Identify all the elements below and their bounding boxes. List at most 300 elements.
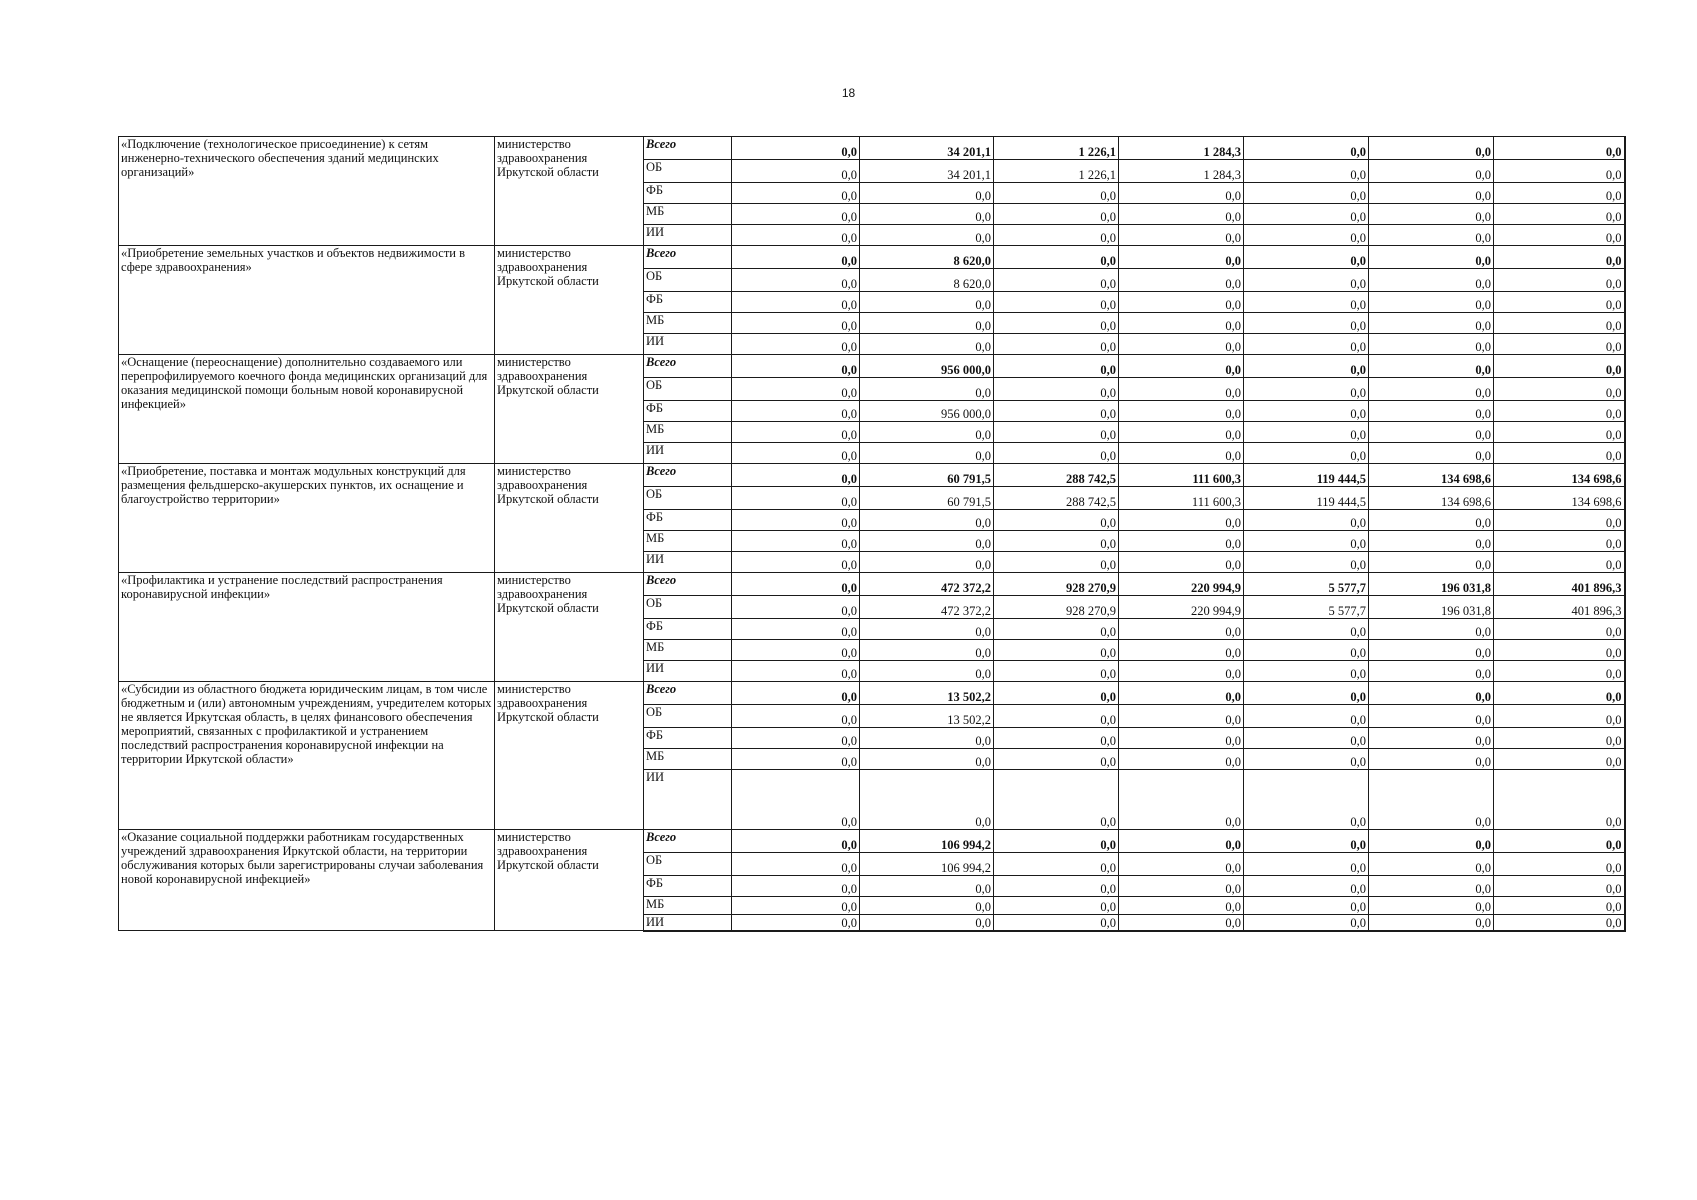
amount-cell: 0,0	[732, 334, 860, 355]
amount-cell: 0,0	[732, 830, 860, 853]
amount-cell: 5 577,7	[1244, 573, 1369, 596]
page-number: 18	[841, 86, 856, 100]
amount-cell: 0,0	[1494, 770, 1625, 830]
amount-cell: 0,0	[1244, 552, 1369, 573]
amount-cell: 0,0	[1494, 204, 1625, 225]
amount-cell: 0,0	[1244, 682, 1369, 705]
amount-cell: 0,0	[732, 246, 860, 269]
amount-cell: 0,0	[994, 876, 1119, 897]
funding-source: ФБ	[644, 619, 732, 640]
executor-text: Иркутской области	[497, 710, 599, 724]
amount-cell: 472 372,2	[860, 596, 994, 619]
executor-text: министерство	[497, 246, 571, 260]
amount-cell: 0,0	[732, 661, 860, 682]
funding-source: МБ	[644, 749, 732, 770]
amount-cell: 0,0	[732, 705, 860, 728]
amount-cell: 0,0	[732, 160, 860, 183]
executor-text: министерство	[497, 355, 571, 369]
amount-cell: 0,0	[1244, 705, 1369, 728]
amount-cell: 0,0	[1494, 443, 1625, 464]
amount-cell: 0,0	[994, 619, 1119, 640]
funding-source: Всего	[644, 830, 732, 853]
amount-cell: 956 000,0	[860, 355, 994, 378]
amount-cell: 0,0	[994, 853, 1119, 876]
amount-cell: 0,0	[1119, 510, 1244, 531]
amount-cell: 111 600,3	[1119, 464, 1244, 487]
amount-cell: 0,0	[860, 770, 994, 830]
amount-cell: 0,0	[1244, 355, 1369, 378]
activity-description: «Субсидии из областного бюджета юридическим лицам, в том числе бюджетным и (или) автономным учреждениям, учредителем которых не является Иркутская область, в целях финансового обеспечения мероприятий, связанных с профилактикой и устранением последствий распространения коронавирусной инфекции на территории Иркутской области»	[119, 682, 495, 830]
amount-cell: 0,0	[1369, 225, 1494, 246]
amount-cell: 0,0	[1494, 728, 1625, 749]
amount-cell: 0,0	[1244, 749, 1369, 770]
amount-cell: 0,0	[1244, 728, 1369, 749]
amount-cell: 401 896,3	[1494, 596, 1625, 619]
amount-cell: 0,0	[1369, 160, 1494, 183]
amount-cell: 0,0	[1369, 552, 1494, 573]
amount-cell: 0,0	[994, 705, 1119, 728]
amount-cell: 0,0	[994, 334, 1119, 355]
amount-cell: 0,0	[860, 313, 994, 334]
amount-cell: 0,0	[994, 292, 1119, 313]
amount-cell: 0,0	[732, 770, 860, 830]
amount-cell: 0,0	[860, 183, 994, 204]
amount-cell: 134 698,6	[1494, 487, 1625, 510]
executor-cell	[495, 355, 644, 464]
activity-description: «Профилактика и устранение последствий распространения коронавирусной инфекции»	[119, 573, 495, 682]
amount-cell: 0,0	[1494, 682, 1625, 705]
amount-cell: 220 994,9	[1119, 596, 1244, 619]
amount-cell: 0,0	[1494, 355, 1625, 378]
activity-description: «Оснащение (переоснащение) дополнительно создаваемого или перепрофилируемого коечного фонда медицинских организаций для оказания медицинской помощи больным новой коронавирусной инфекцией»	[119, 355, 495, 464]
amount-cell: 0,0	[732, 443, 860, 464]
amount-cell: 0,0	[1369, 770, 1494, 830]
amount-cell: 8 620,0	[860, 246, 994, 269]
funding-source: ФБ	[644, 183, 732, 204]
activity-description: «Оказание социальной поддержки работникам государственных учреждений здравоохранения Иркутской области, на территории обслуживания которых были зарегистрированы случаи заболевания новой коронавирусной инфекцией»	[119, 830, 495, 931]
amount-cell: 0,0	[1494, 401, 1625, 422]
amount-cell: 0,0	[1244, 183, 1369, 204]
amount-cell: 0,0	[1494, 160, 1625, 183]
amount-cell: 119 444,5	[1244, 487, 1369, 510]
amount-cell: 0,0	[1119, 619, 1244, 640]
amount-cell: 0,0	[1119, 876, 1244, 897]
amount-cell: 0,0	[1369, 749, 1494, 770]
amount-cell: 0,0	[1244, 853, 1369, 876]
amount-cell: 0,0	[860, 876, 994, 897]
amount-cell: 0,0	[1119, 225, 1244, 246]
activity-description: «Приобретение земельных участков и объектов недвижимости в сфере здравоохранения»	[119, 246, 495, 355]
amount-cell: 13 502,2	[860, 705, 994, 728]
executor-cell	[495, 573, 644, 682]
amount-cell: 106 994,2	[860, 853, 994, 876]
funding-source: ОБ	[644, 853, 732, 876]
executor-text: Иркутской области	[497, 601, 599, 615]
activity-description: «Приобретение, поставка и монтаж модульных конструкций для размещения фельдшерско-акушерских пунктов, их оснащение и благоустройство территории»	[119, 464, 495, 573]
funding-source: МБ	[644, 422, 732, 443]
amount-cell: 0,0	[1494, 749, 1625, 770]
amount-cell: 0,0	[1244, 443, 1369, 464]
amount-cell: 0,0	[1244, 531, 1369, 552]
amount-cell: 0,0	[1119, 640, 1244, 661]
activity-description: «Подключение (технологическое присоединение) к сетям инженерно-технического обеспечения зданий медицинских организаций»	[119, 137, 495, 246]
amount-cell: 60 791,5	[860, 487, 994, 510]
amount-cell: 0,0	[994, 897, 1119, 915]
amount-cell: 0,0	[860, 749, 994, 770]
amount-cell: 0,0	[860, 897, 994, 915]
amount-cell: 0,0	[1244, 770, 1369, 830]
executor-text: здравоохранения	[497, 369, 588, 383]
amount-cell: 0,0	[1369, 897, 1494, 915]
amount-cell: 0,0	[860, 422, 994, 443]
table-row-total	[119, 682, 1625, 705]
amount-cell: 0,0	[732, 378, 860, 401]
amount-cell: 0,0	[1369, 422, 1494, 443]
amount-cell: 0,0	[1369, 640, 1494, 661]
amount-cell: 0,0	[1244, 640, 1369, 661]
amount-cell: 0,0	[1494, 269, 1625, 292]
amount-cell: 0,0	[732, 464, 860, 487]
amount-cell: 0,0	[1119, 378, 1244, 401]
amount-cell: 0,0	[1119, 355, 1244, 378]
amount-cell: 0,0	[860, 552, 994, 573]
amount-cell: 0,0	[732, 749, 860, 770]
funding-source: ИИ	[644, 552, 732, 573]
amount-cell: 0,0	[1244, 160, 1369, 183]
amount-cell: 0,0	[1494, 897, 1625, 915]
amount-cell: 0,0	[1119, 246, 1244, 269]
funding-source: МБ	[644, 640, 732, 661]
amount-cell: 0,0	[860, 619, 994, 640]
amount-cell: 0,0	[1494, 619, 1625, 640]
amount-cell: 0,0	[994, 661, 1119, 682]
amount-cell: 0,0	[1494, 830, 1625, 853]
amount-cell: 1 226,1	[994, 137, 1119, 160]
executor-cell	[495, 246, 644, 355]
amount-cell: 0,0	[732, 531, 860, 552]
amount-cell: 0,0	[1494, 531, 1625, 552]
amount-cell: 0,0	[860, 204, 994, 225]
funding-source: ОБ	[644, 269, 732, 292]
amount-cell: 0,0	[860, 531, 994, 552]
table-row-total	[119, 830, 1625, 853]
amount-cell: 0,0	[1369, 853, 1494, 876]
funding-source: Всего	[644, 464, 732, 487]
amount-cell: 0,0	[1244, 661, 1369, 682]
amount-cell: 0,0	[860, 292, 994, 313]
amount-cell: 0,0	[732, 401, 860, 422]
amount-cell: 0,0	[732, 510, 860, 531]
amount-cell: 0,0	[994, 269, 1119, 292]
amount-cell: 8 620,0	[860, 269, 994, 292]
amount-cell: 0,0	[860, 378, 994, 401]
amount-cell: 0,0	[732, 137, 860, 160]
amount-cell: 0,0	[1244, 246, 1369, 269]
amount-cell: 0,0	[1244, 292, 1369, 313]
amount-cell: 0,0	[1494, 334, 1625, 355]
amount-cell: 0,0	[1369, 531, 1494, 552]
amount-cell: 1 284,3	[1119, 160, 1244, 183]
amount-cell: 0,0	[1369, 830, 1494, 853]
table-row-total	[119, 573, 1625, 596]
amount-cell: 0,0	[1119, 183, 1244, 204]
amount-cell: 0,0	[1494, 313, 1625, 334]
amount-cell: 0,0	[1369, 728, 1494, 749]
amount-cell: 0,0	[1244, 137, 1369, 160]
amount-cell: 0,0	[1369, 661, 1494, 682]
amount-cell: 0,0	[1494, 183, 1625, 204]
executor-text: Иркутской области	[497, 383, 599, 397]
executor-text: министерство	[497, 137, 571, 151]
amount-cell: 0,0	[994, 225, 1119, 246]
amount-cell: 0,0	[994, 378, 1119, 401]
amount-cell: 0,0	[1494, 225, 1625, 246]
amount-cell: 0,0	[1369, 619, 1494, 640]
amount-cell: 0,0	[732, 552, 860, 573]
executor-text: здравоохранения	[497, 696, 588, 710]
funding-source: ОБ	[644, 705, 732, 728]
amount-cell: 0,0	[732, 355, 860, 378]
amount-cell: 0,0	[1369, 334, 1494, 355]
funding-source: ИИ	[644, 334, 732, 355]
amount-cell: 0,0	[1244, 510, 1369, 531]
amount-cell: 1 226,1	[994, 160, 1119, 183]
amount-cell: 134 698,6	[1494, 464, 1625, 487]
table-row-total	[119, 355, 1625, 378]
amount-cell: 0,0	[1494, 853, 1625, 876]
amount-cell: 0,0	[1119, 682, 1244, 705]
amount-cell: 0,0	[1494, 246, 1625, 269]
amount-cell: 0,0	[1119, 334, 1244, 355]
amount-cell: 0,0	[1119, 269, 1244, 292]
amount-cell: 0,0	[994, 510, 1119, 531]
amount-cell: 0,0	[860, 640, 994, 661]
amount-cell: 0,0	[1369, 183, 1494, 204]
funding-source: ИИ	[644, 443, 732, 464]
amount-cell: 0,0	[732, 292, 860, 313]
amount-cell: 0,0	[994, 682, 1119, 705]
amount-cell: 0,0	[732, 915, 860, 931]
executor-text: здравоохранения	[497, 844, 588, 858]
amount-cell: 0,0	[860, 225, 994, 246]
funding-source: ФБ	[644, 292, 732, 313]
amount-cell: 0,0	[1119, 853, 1244, 876]
funding-source: ОБ	[644, 378, 732, 401]
amount-cell: 0,0	[732, 596, 860, 619]
amount-cell: 0,0	[1369, 246, 1494, 269]
amount-cell: 0,0	[860, 443, 994, 464]
funding-source: ОБ	[644, 487, 732, 510]
funding-source: ОБ	[644, 160, 732, 183]
amount-cell: 928 270,9	[994, 573, 1119, 596]
amount-cell: 0,0	[1369, 401, 1494, 422]
funding-source: Всего	[644, 137, 732, 160]
executor-text: министерство	[497, 830, 571, 844]
executor-text: здравоохранения	[497, 587, 588, 601]
funding-source: Всего	[644, 682, 732, 705]
amount-cell: 0,0	[994, 531, 1119, 552]
amount-cell: 0,0	[994, 355, 1119, 378]
funding-source: ИИ	[644, 225, 732, 246]
amount-cell: 0,0	[1119, 770, 1244, 830]
amount-cell: 0,0	[732, 487, 860, 510]
amount-cell: 0,0	[732, 853, 860, 876]
amount-cell: 0,0	[994, 552, 1119, 573]
funding-source: ИИ	[644, 915, 732, 931]
amount-cell: 196 031,8	[1369, 573, 1494, 596]
funding-source: ИИ	[644, 770, 732, 830]
amount-cell: 0,0	[994, 830, 1119, 853]
amount-cell: 0,0	[994, 183, 1119, 204]
amount-cell: 0,0	[1369, 876, 1494, 897]
amount-cell: 196 031,8	[1369, 596, 1494, 619]
amount-cell: 0,0	[1369, 313, 1494, 334]
amount-cell: 0,0	[732, 225, 860, 246]
amount-cell: 0,0	[860, 334, 994, 355]
amount-cell: 1 284,3	[1119, 137, 1244, 160]
amount-cell: 0,0	[1119, 313, 1244, 334]
amount-cell: 0,0	[994, 313, 1119, 334]
amount-cell: 134 698,6	[1369, 487, 1494, 510]
amount-cell: 0,0	[994, 749, 1119, 770]
amount-cell: 0,0	[1244, 897, 1369, 915]
funding-source: МБ	[644, 313, 732, 334]
amount-cell: 0,0	[1244, 401, 1369, 422]
funding-source: МБ	[644, 531, 732, 552]
amount-cell: 0,0	[1119, 897, 1244, 915]
executor-text: здравоохранения	[497, 151, 588, 165]
funding-source: ИИ	[644, 661, 732, 682]
amount-cell: 401 896,3	[1494, 573, 1625, 596]
amount-cell: 134 698,6	[1369, 464, 1494, 487]
executor-text: Иркутской области	[497, 274, 599, 288]
amount-cell: 288 742,5	[994, 487, 1119, 510]
amount-cell: 34 201,1	[860, 160, 994, 183]
amount-cell: 0,0	[1244, 619, 1369, 640]
amount-cell: 0,0	[994, 640, 1119, 661]
amount-cell: 0,0	[732, 183, 860, 204]
amount-cell: 0,0	[732, 313, 860, 334]
amount-cell: 0,0	[1244, 876, 1369, 897]
amount-cell: 0,0	[1494, 640, 1625, 661]
amount-cell: 0,0	[732, 573, 860, 596]
executor-text: Иркутской области	[497, 492, 599, 506]
amount-cell: 0,0	[732, 422, 860, 443]
amount-cell: 472 372,2	[860, 573, 994, 596]
amount-cell: 0,0	[1119, 661, 1244, 682]
amount-cell: 0,0	[732, 728, 860, 749]
table-row-total	[119, 464, 1625, 487]
amount-cell: 0,0	[1369, 915, 1494, 931]
amount-cell: 0,0	[1119, 204, 1244, 225]
executor-text: здравоохранения	[497, 260, 588, 274]
amount-cell: 0,0	[1119, 749, 1244, 770]
amount-cell: 0,0	[1494, 510, 1625, 531]
amount-cell: 0,0	[1119, 401, 1244, 422]
amount-cell: 0,0	[994, 401, 1119, 422]
funding-source: ФБ	[644, 510, 732, 531]
amount-cell: 0,0	[994, 915, 1119, 931]
amount-cell: 0,0	[1369, 355, 1494, 378]
funding-source: Всего	[644, 355, 732, 378]
amount-cell: 0,0	[1119, 830, 1244, 853]
budget-table	[118, 136, 1626, 932]
funding-source: ФБ	[644, 401, 732, 422]
amount-cell: 0,0	[1244, 269, 1369, 292]
funding-source: ФБ	[644, 876, 732, 897]
amount-cell: 0,0	[1119, 915, 1244, 931]
amount-cell: 0,0	[1244, 422, 1369, 443]
amount-cell: 0,0	[732, 682, 860, 705]
amount-cell: 60 791,5	[860, 464, 994, 487]
table-row-total	[119, 137, 1625, 160]
amount-cell: 0,0	[994, 246, 1119, 269]
amount-cell: 0,0	[994, 204, 1119, 225]
amount-cell: 5 577,7	[1244, 596, 1369, 619]
amount-cell: 0,0	[1494, 705, 1625, 728]
amount-cell: 0,0	[1494, 552, 1625, 573]
executor-text: министерство	[497, 573, 571, 587]
amount-cell: 0,0	[1119, 443, 1244, 464]
table-row-total	[119, 246, 1625, 269]
funding-source: МБ	[644, 897, 732, 915]
amount-cell: 0,0	[994, 443, 1119, 464]
amount-cell: 0,0	[1369, 510, 1494, 531]
amount-cell: 0,0	[1244, 915, 1369, 931]
amount-cell: 0,0	[732, 640, 860, 661]
amount-cell: 0,0	[1119, 292, 1244, 313]
amount-cell: 0,0	[860, 915, 994, 931]
amount-cell: 0,0	[1369, 378, 1494, 401]
amount-cell: 0,0	[1119, 531, 1244, 552]
amount-cell: 0,0	[1369, 204, 1494, 225]
amount-cell: 0,0	[1369, 682, 1494, 705]
amount-cell: 0,0	[1494, 292, 1625, 313]
amount-cell: 0,0	[1369, 292, 1494, 313]
executor-cell	[495, 137, 644, 246]
amount-cell: 0,0	[732, 897, 860, 915]
executor-cell	[495, 830, 644, 931]
amount-cell: 106 994,2	[860, 830, 994, 853]
amount-cell: 0,0	[994, 770, 1119, 830]
amount-cell: 0,0	[1494, 915, 1625, 931]
amount-cell: 0,0	[860, 728, 994, 749]
amount-cell: 0,0	[732, 269, 860, 292]
amount-cell: 111 600,3	[1119, 487, 1244, 510]
amount-cell: 0,0	[994, 422, 1119, 443]
amount-cell: 0,0	[1494, 876, 1625, 897]
amount-cell: 0,0	[732, 876, 860, 897]
executor-text: здравоохранения	[497, 478, 588, 492]
amount-cell: 0,0	[860, 661, 994, 682]
funding-source: ФБ	[644, 728, 732, 749]
amount-cell: 0,0	[1369, 705, 1494, 728]
amount-cell: 13 502,2	[860, 682, 994, 705]
amount-cell: 0,0	[1244, 334, 1369, 355]
funding-source: МБ	[644, 204, 732, 225]
amount-cell: 0,0	[1244, 204, 1369, 225]
funding-source: ОБ	[644, 596, 732, 619]
amount-cell: 0,0	[1369, 443, 1494, 464]
amount-cell: 0,0	[1494, 378, 1625, 401]
amount-cell: 0,0	[1119, 422, 1244, 443]
amount-cell: 0,0	[1119, 705, 1244, 728]
amount-cell: 0,0	[1369, 269, 1494, 292]
amount-cell: 0,0	[1244, 313, 1369, 334]
executor-text: Иркутской области	[497, 165, 599, 179]
amount-cell: 956 000,0	[860, 401, 994, 422]
executor-cell	[495, 464, 644, 573]
